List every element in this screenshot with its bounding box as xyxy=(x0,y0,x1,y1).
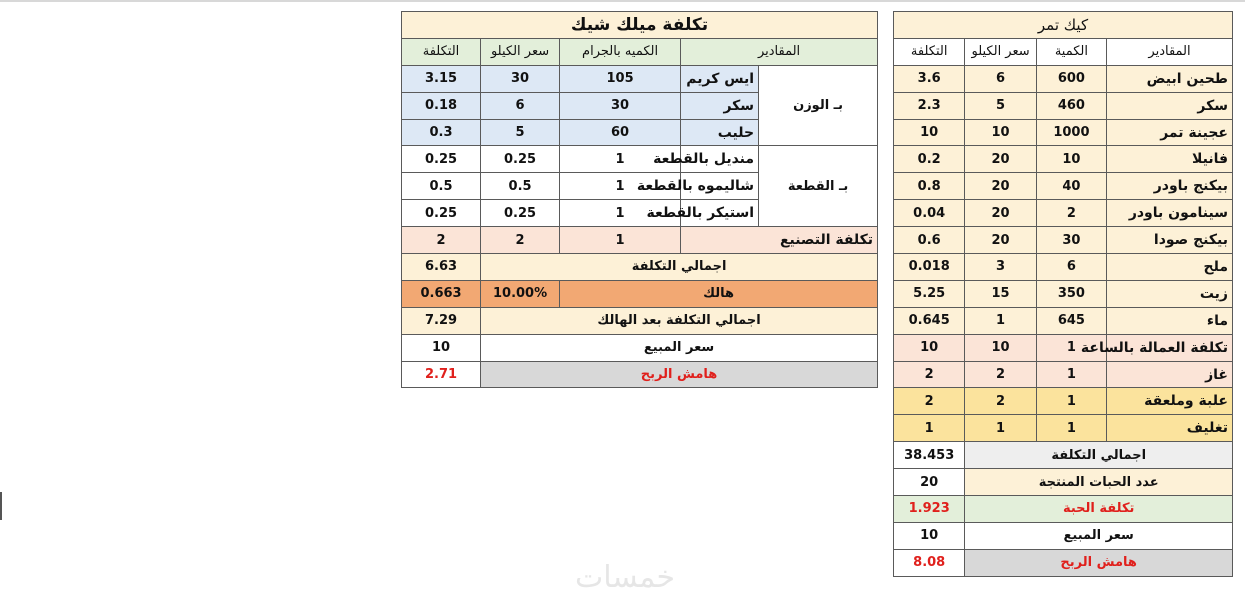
row-qty[interactable]: 30 xyxy=(560,92,681,119)
row-name[interactable]: تكلفة التصنيع xyxy=(681,227,878,254)
row-cost[interactable]: 0.8 xyxy=(894,173,965,200)
row-qty[interactable]: 6 xyxy=(1036,254,1106,281)
row-price[interactable]: 30 xyxy=(481,65,560,92)
row-price[interactable]: 2 xyxy=(481,227,560,254)
group-by-piece[interactable]: بـ القطعة xyxy=(759,146,878,227)
table-row xyxy=(894,254,1233,281)
row-cost[interactable]: 0.5 xyxy=(402,173,481,200)
total-value[interactable]: 6.63 xyxy=(402,254,481,281)
row-name[interactable]: شاليموه بالقطعة xyxy=(681,173,759,200)
date-cake-cost-table xyxy=(893,11,1233,577)
row-name[interactable]: استيكر بالقطعة xyxy=(681,200,759,227)
row-price[interactable]: 1 xyxy=(965,307,1036,334)
table-row xyxy=(894,200,1233,227)
piece-cost-value[interactable]: 1.923 xyxy=(894,496,965,523)
table-row xyxy=(894,415,1233,442)
header-qty[interactable]: الكمية xyxy=(1036,38,1106,65)
row-price[interactable]: 0.25 xyxy=(481,200,560,227)
row-cost[interactable]: 5.25 xyxy=(894,280,965,307)
watermark-text: خمسات xyxy=(574,560,676,595)
profit-margin-value[interactable]: 8.08 xyxy=(894,549,965,576)
row-qty[interactable]: 40 xyxy=(1036,173,1106,200)
table-row xyxy=(894,227,1233,254)
row-qty[interactable]: 60 xyxy=(560,119,681,146)
row-name[interactable]: منديل بالقطعة xyxy=(681,146,759,173)
table-row xyxy=(894,280,1233,307)
profit-margin-label[interactable]: هامش الربح xyxy=(481,361,878,388)
header-price[interactable]: سعر الكيلو xyxy=(481,38,560,65)
row-price[interactable]: 20 xyxy=(965,146,1036,173)
row-price[interactable]: 10 xyxy=(965,119,1036,146)
row-qty[interactable]: 1 xyxy=(560,173,681,200)
row-cost[interactable]: 1 xyxy=(894,415,965,442)
row-qty[interactable]: 1 xyxy=(1036,388,1106,415)
table-row xyxy=(894,65,1233,92)
table-row xyxy=(894,334,1233,361)
row-cost[interactable]: 0.3 xyxy=(402,119,481,146)
table-row xyxy=(894,92,1233,119)
milkshake-cost-table xyxy=(401,11,878,388)
table-row xyxy=(894,307,1233,334)
row-name[interactable]: بيكنج صودا xyxy=(1107,227,1233,254)
row-cost[interactable]: 0.645 xyxy=(894,307,965,334)
row-cost[interactable]: 10 xyxy=(894,119,965,146)
row-cost[interactable]: 3.6 xyxy=(894,65,965,92)
row-name[interactable]: فانيلا xyxy=(1107,146,1233,173)
row-price[interactable]: 5 xyxy=(481,119,560,146)
row-qty[interactable]: 600 xyxy=(1036,65,1106,92)
row-name[interactable]: ايس كريم xyxy=(681,65,759,92)
row-price[interactable]: 20 xyxy=(965,173,1036,200)
row-price[interactable]: 6 xyxy=(481,92,560,119)
header-cost[interactable]: التكلفة xyxy=(402,38,481,65)
row-qty[interactable]: 1 xyxy=(560,200,681,227)
row-price[interactable]: 1 xyxy=(965,415,1036,442)
row-qty[interactable]: 1 xyxy=(560,227,681,254)
row-name[interactable]: سكر xyxy=(681,92,759,119)
row-cost[interactable]: 0.25 xyxy=(402,146,481,173)
total-after-waste-label[interactable]: اجمالي التكلفة بعد الهالك xyxy=(481,307,878,334)
waste-percent[interactable]: 10.00% xyxy=(481,280,560,307)
table-row xyxy=(402,65,878,92)
row-qty[interactable]: 30 xyxy=(1036,227,1106,254)
row-cost[interactable]: 2 xyxy=(402,227,481,254)
table-row xyxy=(402,227,878,254)
row-name[interactable]: طحين ابيض xyxy=(1107,65,1233,92)
row-price[interactable]: 0.5 xyxy=(481,173,560,200)
row-name[interactable]: سينامون باودر xyxy=(1107,200,1233,227)
waste-label[interactable]: هالك xyxy=(560,280,878,307)
text-cursor xyxy=(0,492,2,520)
row-qty[interactable]: 2 xyxy=(1036,200,1106,227)
row-cost[interactable]: 0.6 xyxy=(894,227,965,254)
row-price[interactable]: 0.25 xyxy=(481,146,560,173)
row-price[interactable]: 2 xyxy=(965,388,1036,415)
table-row xyxy=(894,173,1233,200)
row-price[interactable]: 5 xyxy=(965,92,1036,119)
row-qty[interactable]: 10 xyxy=(1036,146,1106,173)
sale-price-label[interactable]: سعر المبيع xyxy=(965,522,1233,549)
table-row xyxy=(894,361,1233,388)
row-price[interactable]: 6 xyxy=(965,65,1036,92)
row-cost[interactable]: 0.018 xyxy=(894,254,965,281)
row-name[interactable]: بيكنج باودر xyxy=(1107,173,1233,200)
row-cost[interactable]: 2 xyxy=(894,388,965,415)
table-row xyxy=(894,119,1233,146)
row-cost[interactable]: 0.25 xyxy=(402,200,481,227)
table-row xyxy=(894,388,1233,415)
row-cost[interactable]: 10 xyxy=(894,334,965,361)
row-price[interactable]: 15 xyxy=(965,280,1036,307)
row-name[interactable]: عجينة تمر xyxy=(1107,119,1233,146)
row-qty[interactable]: 645 xyxy=(1036,307,1106,334)
header-price[interactable]: سعر الكيلو xyxy=(965,38,1036,65)
row-price[interactable]: 3 xyxy=(965,254,1036,281)
row-name[interactable]: حليب xyxy=(681,119,759,146)
total-label[interactable]: اجمالي التكلفة xyxy=(481,254,878,281)
row-qty[interactable]: 1000 xyxy=(1036,119,1106,146)
profit-margin-value[interactable]: 2.71 xyxy=(402,361,481,388)
row-price[interactable]: 10 xyxy=(965,334,1036,361)
pieces-label[interactable]: عدد الحبات المنتجة xyxy=(965,469,1233,496)
row-cost[interactable]: 0.04 xyxy=(894,200,965,227)
row-name[interactable]: غاز xyxy=(1107,361,1233,388)
profit-margin-label[interactable]: هامش الربح xyxy=(965,549,1233,576)
row-qty[interactable]: 1 xyxy=(560,146,681,173)
header-cost[interactable]: التكلفة xyxy=(894,38,965,65)
sheet-top-border xyxy=(0,0,1245,2)
row-qty[interactable]: 1 xyxy=(1036,334,1106,361)
row-price[interactable]: 20 xyxy=(965,200,1036,227)
header-ingredients[interactable]: المقادير xyxy=(1107,38,1233,65)
sale-price-value[interactable]: 10 xyxy=(402,334,481,361)
khamsat-watermark-logo xyxy=(540,554,710,598)
header-qty[interactable]: الكميه بالجرام xyxy=(560,38,681,65)
cake-title[interactable]: كيك تمر xyxy=(894,12,1233,39)
row-name[interactable]: تغليف xyxy=(1107,415,1233,442)
row-name[interactable]: ملح xyxy=(1107,254,1233,281)
row-qty[interactable]: 1 xyxy=(1036,415,1106,442)
row-qty[interactable]: 105 xyxy=(560,65,681,92)
row-qty[interactable]: 460 xyxy=(1036,92,1106,119)
waste-value[interactable]: 0.663 xyxy=(402,280,481,307)
row-cost[interactable]: 2.3 xyxy=(894,92,965,119)
group-by-weight[interactable]: بـ الوزن xyxy=(759,65,878,146)
row-name[interactable]: تكلفة العمالة بالساعة xyxy=(1107,334,1233,361)
piece-cost-label[interactable]: تكلفة الحبة xyxy=(965,496,1233,523)
row-qty[interactable]: 350 xyxy=(1036,280,1106,307)
total-label[interactable]: اجمالي التكلفة xyxy=(965,442,1233,469)
row-price[interactable]: 2 xyxy=(965,361,1036,388)
sale-price-value[interactable]: 10 xyxy=(894,522,965,549)
row-cost[interactable]: 0.18 xyxy=(402,92,481,119)
row-cost[interactable]: 3.15 xyxy=(402,65,481,92)
row-name[interactable]: زيت xyxy=(1107,280,1233,307)
row-name[interactable]: ماء xyxy=(1107,307,1233,334)
pieces-value[interactable]: 20 xyxy=(894,469,965,496)
total-after-waste-value[interactable]: 7.29 xyxy=(402,307,481,334)
table-row xyxy=(402,146,878,173)
row-price[interactable]: 20 xyxy=(965,227,1036,254)
row-qty[interactable]: 1 xyxy=(1036,361,1106,388)
total-value[interactable]: 38.453 xyxy=(894,442,965,469)
milkshake-title[interactable]: تكلفة ميلك شيك xyxy=(402,12,878,39)
sale-price-label[interactable]: سعر المبيع xyxy=(481,334,878,361)
row-name[interactable]: علبة وملعقة xyxy=(1107,388,1233,415)
row-cost[interactable]: 0.2 xyxy=(894,146,965,173)
table-row xyxy=(894,146,1233,173)
header-ingredients[interactable]: المقادير xyxy=(681,38,878,65)
row-cost[interactable]: 2 xyxy=(894,361,965,388)
row-name[interactable]: سكر xyxy=(1107,92,1233,119)
